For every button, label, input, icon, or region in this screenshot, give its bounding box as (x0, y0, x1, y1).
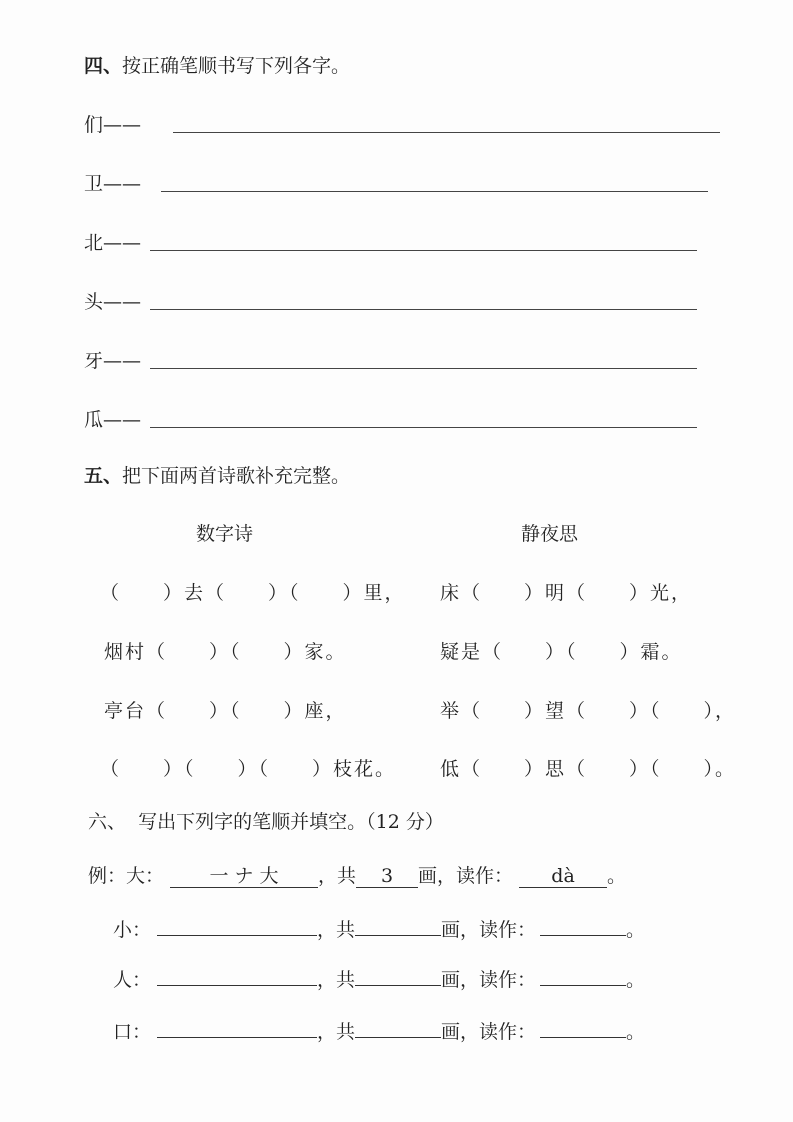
writing-line[interactable] (150, 427, 697, 428)
section4-heading (84, 54, 350, 78)
hua-text: 画，读作： (441, 969, 537, 991)
stroke-item (84, 231, 141, 255)
stroke-item (84, 349, 141, 373)
fill-row (113, 1020, 645, 1044)
row-char: 人： (113, 969, 152, 991)
period: 。 (626, 919, 646, 941)
period: 。 (607, 865, 627, 887)
example-row (88, 864, 626, 888)
pinyin-blank[interactable] (540, 935, 626, 936)
dash: —— (103, 114, 142, 136)
hua-text: 画，读作： (441, 1021, 537, 1043)
section5-heading (84, 464, 350, 488)
poem1-line[interactable]: （ ）去（ ）（ ）里， (100, 582, 406, 604)
poem1-title: 数字诗 (196, 523, 254, 545)
pinyin-blank[interactable] (540, 1037, 626, 1038)
writing-line[interactable] (161, 191, 708, 192)
section-number: 五、 (84, 465, 123, 487)
dash: —— (103, 232, 142, 254)
gong-text: ，共 (317, 1021, 356, 1043)
stroke-item (84, 172, 141, 196)
writing-line[interactable] (173, 132, 720, 133)
row-char: 小： (113, 919, 152, 941)
poem1-line[interactable]: 烟村（ ）（ ）家。 (104, 641, 347, 663)
gong-text: ，共 (317, 969, 356, 991)
strokes-blank[interactable] (157, 935, 317, 936)
count-blank[interactable] (355, 985, 441, 986)
strokes-blank[interactable] (157, 1037, 317, 1038)
stroke-item (84, 408, 141, 432)
writing-line[interactable] (150, 250, 697, 251)
poem2-line[interactable]: 疑是（ ）（ ）霜。 (440, 641, 683, 663)
writing-line[interactable] (150, 309, 697, 310)
char: 卫 (84, 173, 104, 195)
poem2-line[interactable]: 举（ ）望（ ）（ ）， (440, 700, 737, 722)
char: 牙 (84, 350, 104, 372)
section-title: 把下面两首诗歌补充完整。 (122, 465, 351, 487)
char: 北 (84, 232, 104, 254)
writing-line[interactable] (150, 368, 697, 369)
poem2-line[interactable]: 低（ ）思（ ）（ ）。 (440, 758, 737, 780)
pinyin-blank[interactable] (540, 985, 626, 986)
stroke-item (84, 113, 141, 137)
dash: —— (103, 173, 142, 195)
fill-row (113, 968, 645, 992)
pinyin-blank: dà (519, 865, 607, 888)
poem2-line[interactable]: 床（ ）明（ ）光， (440, 582, 693, 604)
period: 。 (626, 969, 646, 991)
poem2-title: 静夜思 (521, 523, 579, 545)
char: 头 (84, 291, 104, 313)
char: 们 (84, 114, 104, 136)
section-number: 四、 (84, 55, 123, 77)
dash: —— (103, 409, 142, 431)
strokes-blank: 一 ナ 大 (170, 865, 318, 888)
strokes-blank[interactable] (157, 985, 317, 986)
dash: —— (103, 291, 142, 313)
stroke-item (84, 290, 141, 314)
row-char: 口： (113, 1021, 152, 1043)
gong-text: ，共 (318, 865, 357, 887)
dash: —— (103, 350, 142, 372)
fill-row (113, 918, 645, 942)
count-blank[interactable] (355, 935, 441, 936)
gong-text: ，共 (317, 919, 356, 941)
poem1-line[interactable]: 亭台（ ）（ ）座， (104, 700, 347, 722)
char: 瓜 (84, 409, 104, 431)
section-number: 六、 (88, 811, 127, 833)
hua-text: 画，读作： (441, 919, 537, 941)
section-title: 按正确笔顺书写下列各字。 (122, 55, 351, 77)
hua-text: 画，读作： (418, 865, 514, 887)
example-label: 例：大： (88, 865, 165, 887)
count-blank: 3 (356, 865, 418, 888)
poem1-line[interactable]: （ ）（ ）（ ）枝花。 (100, 758, 397, 780)
section6-heading (88, 810, 444, 834)
count-blank[interactable] (355, 1037, 441, 1038)
section-title: 写出下列字的笔顺并填空。（12 分） (138, 811, 444, 833)
period: 。 (626, 1021, 646, 1043)
